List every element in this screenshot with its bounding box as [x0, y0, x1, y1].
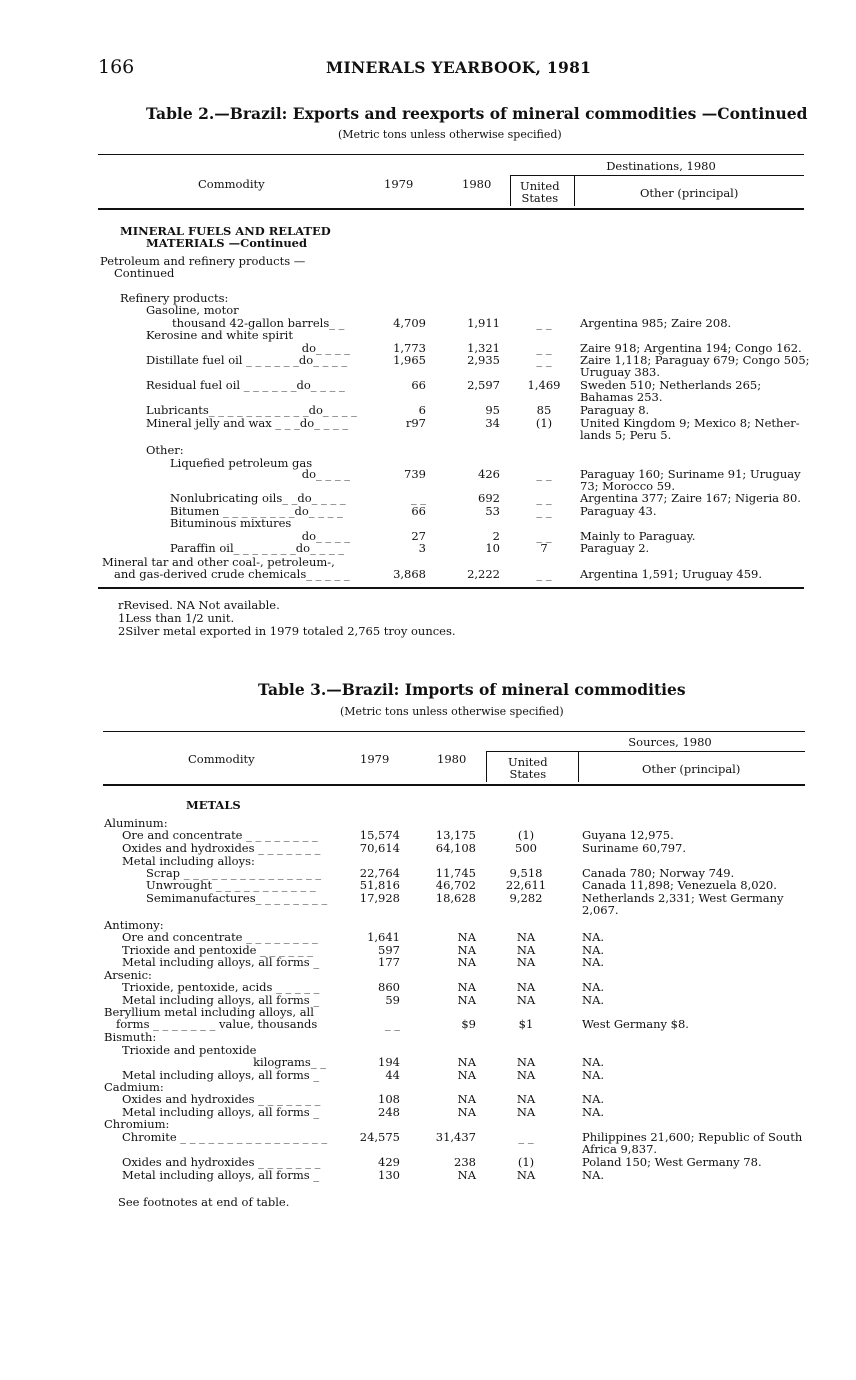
table3-row-value-1980: NA	[457, 993, 476, 1007]
table2-row-us-value: _ _	[536, 567, 552, 581]
table2-footnote-1: 1Less than 1/2 unit.	[118, 611, 235, 625]
table3-row-commodity: Semimanufactures_ _ _ _ _ _ _ _	[146, 891, 328, 905]
table3-title: Table 3.—Brazil: Imports of mineral commodities	[258, 680, 686, 699]
table2-row-us-value: 7	[540, 541, 548, 555]
table3-row-value-1979: 15,574	[359, 828, 400, 842]
table2-row-other-principal: Paraguay 160; Suriname 91; Uruguay	[580, 467, 801, 481]
table2-row-commodity: Residual fuel oil _ _ _ _ _ _do_ _ _ _	[146, 378, 345, 392]
table3-row-commodity: Chromite _ _ _ _ _ _ _ _ _ _ _ _ _ _ _ _	[122, 1130, 328, 1144]
table2-row-commodity: thousand 42-gallon barrels_ _	[172, 316, 345, 330]
table2-row-other-principal: Paraguay 43.	[580, 504, 657, 518]
table2-row-commodity: Liquefied petroleum gas	[170, 456, 313, 470]
table3-row-commodity: Metal including alloys, all forms _	[122, 1168, 320, 1182]
table3-row-value-1979: 70,614	[359, 841, 400, 855]
table3-row-us-value: 500	[515, 841, 537, 855]
table2-row-value-1980: 34	[485, 416, 500, 430]
table2-row-value-1979: 66	[411, 378, 426, 392]
table2-row-value-1979: _ _	[410, 491, 426, 505]
table3-row-other-principal: West Germany $8.	[582, 1017, 689, 1031]
table3-row-value-1980: NA	[457, 1168, 476, 1182]
table3-row-value-1980: 46,702	[435, 878, 476, 892]
table3-row-value-1979: _ _	[384, 1017, 400, 1031]
table2-footnote-revised: rRevised. NA Not available.	[118, 598, 280, 612]
table2-row-other-principal: Zaire 1,118; Paraguay 679; Congo 505;	[580, 353, 810, 367]
table3-row-other-principal: Netherlands 2,331; West Germany	[582, 891, 784, 905]
table2-row-value-1980: 1,321	[467, 341, 500, 355]
table2-row-value-1980: 53	[485, 504, 500, 518]
table3-row-value-1980: NA	[457, 1105, 476, 1119]
table3-row-other-principal: 2,067.	[582, 903, 619, 917]
table2-row-value-1980: 95	[485, 403, 500, 417]
table2-row-us-value: (1)	[535, 416, 553, 430]
table3-row-value-1980: 238	[454, 1155, 476, 1169]
table2-row-us-value: 85	[536, 403, 552, 417]
table3-row-value-1979: 194	[378, 1055, 400, 1069]
table3-row-value-1979: 17,928	[359, 891, 400, 905]
table3-row-value-1979: 429	[378, 1155, 400, 1169]
table2-row-other-principal: Argentina 985; Zaire 208.	[580, 316, 732, 330]
table3-header-1979: 1979	[360, 752, 390, 766]
table3-row-value-1979: 860	[378, 980, 400, 994]
table2-row-value-1979: 1,773	[393, 341, 426, 355]
table3-row-us-value: NA	[516, 943, 536, 957]
table3-row-other-principal: NA.	[582, 1092, 605, 1106]
table3-row-value-1979: 597	[378, 943, 400, 957]
table3-row-commodity: forms _ _ _ _ _ _ _ value, thousands	[116, 1017, 318, 1031]
table2-row-us-value: _ _	[536, 467, 552, 481]
table3-header-sources: Sources, 1980	[628, 735, 712, 749]
table2-row-commodity: Mineral tar and other coal-, petroleum-,	[102, 555, 335, 569]
table3-row-commodity: Metal including alloys, all forms _	[122, 993, 320, 1007]
table2-row-value-1979: 4,709	[393, 316, 426, 330]
table2-row-other-principal: Paraguay 2.	[580, 541, 650, 555]
table3-row-value-1980: 13,175	[435, 828, 476, 842]
table3-row-value-1980: NA	[457, 955, 476, 969]
table3-row-commodity: Oxides and hydroxides _ _ _ _ _ _ _	[122, 1092, 321, 1106]
table3-row-value-1980: NA	[457, 930, 476, 944]
table2-row-commodity: do_ _ _ _	[301, 529, 350, 543]
table3-subtitle: (Metric tons unless otherwise specified)	[340, 705, 564, 718]
table3-row-other-principal: Suriname 60,797.	[582, 841, 686, 855]
table3-row-other-principal: Africa 9,837.	[582, 1142, 658, 1156]
table2-row-other-principal: Argentina 1,591; Uruguay 459.	[580, 567, 763, 581]
table2-row-us-value: _ _	[536, 491, 552, 505]
table2-row-commodity: do_ _ _ _	[301, 341, 350, 355]
table3-header-rule	[103, 784, 805, 786]
table2-row-value-1980: 10	[485, 541, 500, 555]
table3-row-value-1980: NA	[457, 1055, 476, 1069]
table3-row-us-value: NA	[516, 1168, 536, 1182]
table3-row-value-1980: 18,628	[435, 891, 476, 905]
table2-row-value-1980: 2,222	[467, 567, 500, 581]
table3-row-value-1979: 130	[378, 1168, 400, 1182]
table3-header-us-line1: United	[508, 755, 548, 769]
table2-row-commodity: Nonlubricating oils_ _do_ _ _ _	[170, 491, 346, 505]
table3-row-us-value: (1)	[517, 1155, 535, 1169]
table3-row-commodity: Ore and concentrate _ _ _ _ _ _ _ _	[122, 930, 318, 944]
table2-row-us-value: _ _	[536, 341, 552, 355]
table3-row-commodity: METALS	[186, 798, 241, 812]
table2-row-commodity: Other:	[146, 443, 184, 457]
table2-header-rule	[98, 208, 804, 210]
table3-row-other-principal: Canada 780; Norway 749.	[582, 866, 735, 880]
table3-row-commodity: Bismuth:	[104, 1030, 157, 1044]
table2-row-other-principal: lands 5; Peru 5.	[580, 428, 672, 442]
table3-row-us-value: NA	[516, 993, 536, 1007]
table3-row-commodity: Trioxide and pentoxide _ _ _ _ _ _	[122, 943, 313, 957]
table3-row-other-principal: NA.	[582, 980, 605, 994]
table2-row-other-principal: 73; Morocco 59.	[580, 479, 676, 493]
table3-row-us-value: NA	[516, 980, 536, 994]
table3-row-commodity: Unwrought _ _ _ _ _ _ _ _ _ _ _	[146, 878, 316, 892]
table2-row-commodity: do_ _ _ _	[301, 467, 350, 481]
table3-row-value-1980: $9	[461, 1017, 476, 1031]
table2-top-rule	[98, 154, 804, 155]
table3-header-us	[508, 756, 548, 780]
table2-header-1980: 1980	[462, 177, 492, 191]
table3-row-other-principal: NA.	[582, 993, 605, 1007]
table2-row-commodity: MATERIALS —Continued	[146, 236, 308, 250]
table2-row-commodity: Petroleum and refinery products —	[100, 254, 306, 268]
table2-row-other-principal: Uruguay 383.	[580, 365, 660, 379]
table3-row-value-1979: 44	[385, 1068, 400, 1082]
table2-row-other-principal: Sweden 510; Netherlands 265;	[580, 378, 762, 392]
table3-row-commodity: Beryllium metal including alloys, all	[104, 1005, 314, 1019]
table3-row-value-1979: 59	[385, 993, 400, 1007]
table3-row-commodity: Trioxide, pentoxide, acids _ _ _ _ _	[122, 980, 320, 994]
table3-row-other-principal: Guyana 12,975.	[582, 828, 674, 842]
table3-row-value-1980: 31,437	[435, 1130, 476, 1144]
page-header	[98, 56, 758, 80]
table2-row-commodity: Lubricants_ _ _ _ _ _ _ _ _ _ _do_ _ _ _	[146, 403, 357, 417]
table3-row-us-value: 9,282	[509, 891, 543, 905]
table2-row-commodity: Mineral jelly and wax _ _ _do_ _ _ _	[146, 416, 349, 430]
table3-row-commodity: Metal including alloys, all forms _	[122, 955, 320, 969]
table2-row-value-1979: 3,868	[393, 567, 426, 581]
table2-row-commodity: Bituminous mixtures	[170, 516, 292, 530]
table2-row-value-1979: 6	[418, 403, 426, 417]
table2-row-value-1980: 2	[492, 529, 500, 543]
table3-row-commodity: Oxides and hydroxides _ _ _ _ _ _ _	[122, 841, 321, 855]
table3-header-us-line2: States	[509, 767, 547, 781]
table2-row-commodity: Distillate fuel oil _ _ _ _ _ _do_ _ _ _	[146, 353, 348, 367]
table3-row-value-1980: NA	[457, 980, 476, 994]
table3-row-value-1979: 51,816	[359, 878, 400, 892]
table3-row-other-principal: NA.	[582, 943, 605, 957]
table3-us-divider-right	[578, 752, 579, 782]
table2-us-divider-left	[510, 176, 511, 206]
table2-us-divider-right	[574, 176, 575, 206]
table2-row-value-1979: 739	[404, 467, 426, 481]
table3-header-1980: 1980	[437, 752, 467, 766]
table2-row-other-principal: United Kingdom 9; Mexico 8; Nether-	[580, 416, 800, 430]
table3-row-commodity: Metal including alloys, all forms _	[122, 1105, 320, 1119]
table3-row-commodity: Aluminum:	[104, 816, 168, 830]
table2-row-value-1979: 1,965	[393, 353, 426, 367]
table2-row-commodity: Bitumen _ _ _ _ _ _ _ _do_ _ _ _	[170, 504, 343, 518]
table3-row-commodity: Arsenic:	[104, 968, 152, 982]
table2-row-commodity: MINERAL FUELS AND RELATED	[120, 224, 331, 238]
table2-row-value-1979: r97	[405, 416, 426, 430]
table2-row-commodity: Continued	[114, 266, 175, 280]
table3-row-us-value: NA	[516, 1092, 536, 1106]
table2-row-other-principal: Bahamas 253.	[580, 390, 663, 404]
table2-row-value-1979: 27	[411, 529, 426, 543]
table2-row-value-1980: 692	[478, 491, 500, 505]
table3-row-us-value: NA	[516, 955, 536, 969]
table2-header-commodity: Commodity	[198, 177, 265, 191]
table2-header-destinations: Destinations, 1980	[606, 159, 716, 173]
table2-row-value-1980: 426	[478, 467, 500, 481]
table3-row-commodity: Scrap _ _ _ _ _ _ _ _ _ _ _ _ _ _ _	[146, 866, 322, 880]
table3-row-value-1980: NA	[457, 1068, 476, 1082]
table2-row-other-principal: Mainly to Paraguay.	[580, 529, 696, 543]
table3-row-value-1979: 177	[378, 955, 400, 969]
table2-row-other-principal: Paraguay 8.	[580, 403, 650, 417]
table3-row-value-1979: 1,641	[367, 930, 400, 944]
table3-row-other-principal: Canada 11,898; Venezuela 8,020.	[582, 878, 777, 892]
table3-row-other-principal: Philippines 21,600; Republic of South	[582, 1130, 803, 1144]
table3-row-value-1979: 24,575	[359, 1130, 400, 1144]
table3-row-commodity: Metal including alloys:	[122, 854, 255, 868]
table2-header-1979: 1979	[384, 177, 414, 191]
table3-row-us-value: NA	[516, 1068, 536, 1082]
table3-row-commodity: Oxides and hydroxides _ _ _ _ _ _ _	[122, 1155, 321, 1169]
table3-row-value-1979: 248	[378, 1105, 400, 1119]
table2-header-other: Other (principal)	[640, 186, 739, 200]
table2-row-other-principal: Argentina 377; Zaire 167; Nigeria 80.	[580, 491, 801, 505]
table3-row-commodity: Ore and concentrate _ _ _ _ _ _ _ _	[122, 828, 318, 842]
table2-row-commodity: and gas-derived crude chemicals_ _ _ _ _	[114, 567, 350, 581]
table3-row-other-principal: Poland 150; West Germany 78.	[582, 1155, 762, 1169]
table2-row-commodity: Refinery products:	[120, 291, 229, 305]
page-number: 166	[98, 56, 135, 78]
table3-row-other-principal: NA.	[582, 930, 605, 944]
table2-row-value-1980: 2,597	[467, 378, 500, 392]
table3-us-divider-left	[486, 752, 487, 782]
table3-row-commodity: Trioxide and pentoxide	[122, 1043, 257, 1057]
table2-row-value-1980: 1,911	[467, 316, 500, 330]
table3-top-rule	[103, 731, 805, 732]
table2-row-us-value: _ _	[536, 529, 552, 543]
table3-row-us-value: NA	[516, 930, 536, 944]
table2-row-us-value: 1,469	[527, 378, 561, 392]
table3-row-commodity: Chromium:	[104, 1117, 170, 1131]
table2-row-commodity: Paraffin oil_ _ _ _ _ _ _do_ _ _ _	[170, 541, 345, 555]
table2-footnote-2: 2Silver metal exported in 1979 totaled 2,765 troy ounces.	[118, 624, 456, 638]
table3-row-commodity: Antimony:	[104, 918, 164, 932]
table2-header-us	[520, 180, 560, 204]
table3-row-other-principal: NA.	[582, 1105, 605, 1119]
table2-group-rule	[510, 175, 804, 176]
table2-row-other-principal: Zaire 918; Argentina 194; Congo 162.	[580, 341, 802, 355]
table3-row-us-value: NA	[516, 1055, 536, 1069]
table3-row-other-principal: NA.	[582, 1055, 605, 1069]
table3-row-commodity: Cadmium:	[104, 1080, 164, 1094]
table3-footnote: See footnotes at end of table.	[118, 1195, 290, 1209]
table3-row-us-value: $1	[518, 1017, 534, 1031]
table2-footnotes	[118, 599, 456, 638]
table3-row-other-principal: NA.	[582, 1068, 605, 1082]
table2-row-commodity: Kerosine and white spirit	[146, 328, 293, 342]
table3-row-value-1980: NA	[457, 1092, 476, 1106]
table3-row-us-value: NA	[516, 1105, 536, 1119]
table3-row-other-principal: NA.	[582, 955, 605, 969]
table2-row-us-value: _ _	[536, 316, 552, 330]
table2-row-commodity: Gasoline, motor	[146, 303, 239, 317]
table3-row-value-1980: 64,108	[435, 841, 476, 855]
running-title: MINERALS YEARBOOK, 1981	[326, 58, 592, 77]
table3-row-value-1979: 108	[378, 1092, 400, 1106]
table3-row-value-1980: 11,745	[435, 866, 476, 880]
table2-row-value-1980: 2,935	[467, 353, 500, 367]
table2-header-us-line2: States	[521, 191, 559, 205]
table3-row-commodity: kilograms_ _	[253, 1055, 326, 1069]
table3-group-rule	[486, 751, 805, 752]
table3-row-other-principal: NA.	[582, 1168, 605, 1182]
table3-row-value-1980: NA	[457, 943, 476, 957]
table3-row-value-1979: 22,764	[359, 866, 400, 880]
table2-bottom-rule	[98, 587, 804, 589]
table3-row-us-value: (1)	[517, 828, 535, 842]
table2-subtitle: (Metric tons unless otherwise specified)	[338, 128, 562, 141]
table3-header-commodity: Commodity	[188, 752, 255, 766]
table2-row-value-1979: 66	[411, 504, 426, 518]
table2-row-value-1979: 3	[418, 541, 426, 555]
table3-row-us-value: 9,518	[509, 866, 543, 880]
table3-row-commodity: Metal including alloys, all forms _	[122, 1068, 320, 1082]
table3-row-us-value: 22,611	[505, 878, 547, 892]
table2-row-us-value: _ _	[536, 353, 552, 367]
table2-row-us-value: _ _	[536, 504, 552, 518]
table2-header-us-line1: United	[520, 179, 560, 193]
table3-header-other: Other (principal)	[642, 762, 741, 776]
table2-title: Table 2.—Brazil: Exports and reexports of mineral commodities —Continued	[146, 104, 808, 123]
table3-row-us-value: _ _	[518, 1130, 534, 1144]
